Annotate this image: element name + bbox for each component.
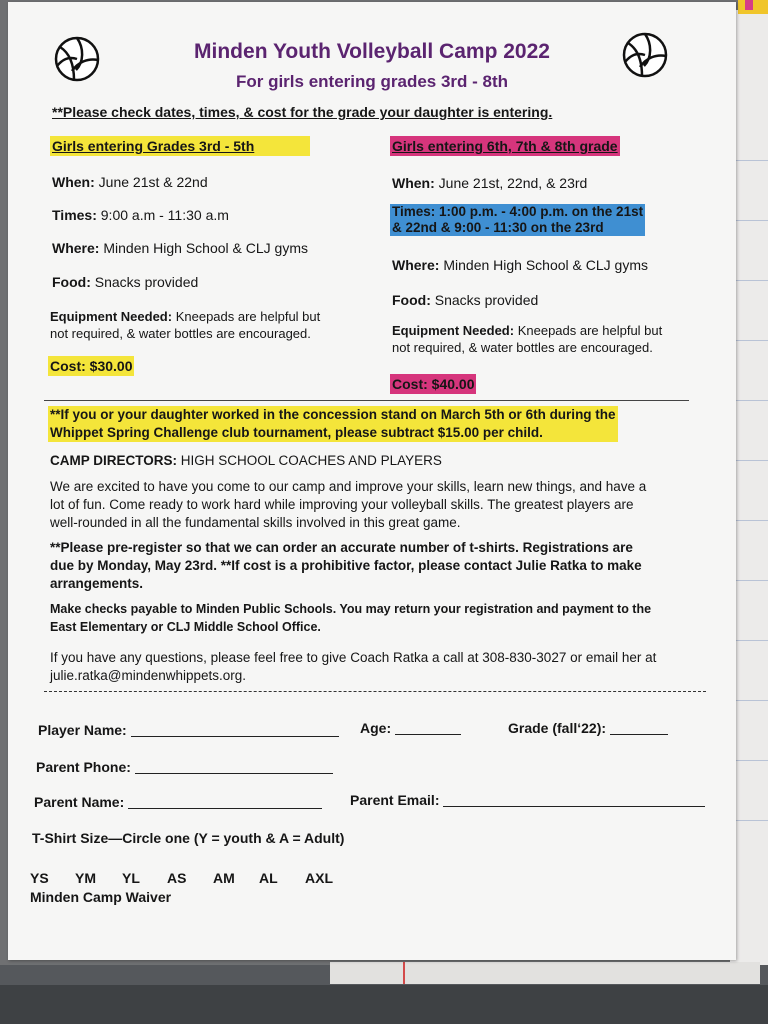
intro-line1: We are excited to have you come to our camp and improve your skills, learn new things, and have a (50, 479, 647, 494)
preregister-line2: due by Monday, May 23rd. **If cost is a prohibitive factor, please contact Julie Ratka to make (50, 558, 642, 573)
right-column-heading: Girls entering 6th, 7th & 8th grade (392, 138, 618, 154)
section-divider (44, 400, 689, 401)
preregister-paragraph (50, 539, 690, 593)
checks-line2: East Elementary or CLJ Middle School Office. (50, 620, 321, 634)
player-name-field[interactable] (131, 722, 339, 737)
size-yl[interactable]: YL (122, 870, 140, 886)
size-as[interactable]: AS (167, 870, 187, 886)
parent-email-field[interactable] (443, 792, 705, 807)
preregister-line1: **Please pre-register so that we can order an accurate number of t-shirts. Registrations are (50, 540, 633, 555)
right-equipment-line1 (392, 323, 662, 338)
left-where-label: Where: (52, 240, 100, 256)
camp-directors (50, 453, 442, 468)
right-food-label: Food: (392, 292, 431, 308)
background-yellow-paper (738, 0, 768, 14)
left-equipment-value: Kneepads are helpful but (175, 309, 321, 324)
left-food-value: Snacks provided (94, 274, 199, 290)
right-equipment-line2: not required, & water bottles are encouraged. (392, 340, 653, 355)
right-times (390, 204, 645, 236)
waiver-heading: Minden Camp Waiver (30, 889, 172, 905)
checks-paragraph (50, 600, 690, 636)
flyer-page (8, 2, 736, 960)
parent-name-label: Parent Name: (34, 794, 125, 810)
parent-name-row (34, 794, 322, 810)
intro-line3: well-rounded in all the fundamental skills involved in this great game. (50, 515, 461, 530)
left-equipment-line2: not required, & water bottles are encouraged. (50, 326, 311, 341)
parent-email-row (350, 792, 705, 808)
concession-line1: **If you or your daughter worked in the concession stand on March 5th or 6th during the (50, 407, 616, 422)
background-pink-paper (745, 0, 753, 10)
left-cost: Cost: $30.00 (50, 358, 133, 374)
parent-phone-row (36, 759, 333, 775)
player-name-row (38, 722, 339, 738)
left-where (52, 240, 308, 256)
contact-line2: julie.ratka@mindenwhippets.org. (50, 668, 247, 683)
right-when-value: June 21st, 22nd, & 23rd (438, 175, 588, 191)
right-cost: Cost: $40.00 (392, 376, 475, 392)
left-when-label: When: (52, 174, 95, 190)
intro-line2: lot of fun. Come ready to work hard while improving your volleyball skills. The greatest players are (50, 497, 634, 512)
page-title: Minden Youth Volleyball Camp 2022 (194, 40, 550, 63)
background-paper-strip (330, 962, 760, 984)
grade-field[interactable] (610, 720, 668, 735)
right-where (392, 257, 648, 273)
contact-line1: If you have any questions, please feel free to give Coach Ratka a call at 308-830-3027 or email her at (50, 650, 657, 665)
camp-directors-label: CAMP DIRECTORS: (50, 453, 178, 468)
right-food (392, 292, 538, 308)
left-when-value: June 21st & 22nd (98, 174, 208, 190)
check-dates-notice: **Please check dates, times, & cost for the grade your daughter is entering. (52, 104, 553, 120)
parent-email-label: Parent Email: (350, 792, 440, 808)
right-where-value: Minden High School & CLJ gyms (443, 257, 648, 273)
camp-directors-value: HIGH SCHOOL COACHES AND PLAYERS (180, 453, 442, 468)
age-row (360, 720, 461, 736)
player-name-label: Player Name: (38, 722, 127, 738)
preregister-line3: arrangements. (50, 576, 144, 591)
parent-name-field[interactable] (128, 794, 322, 809)
right-when-label: When: (392, 175, 435, 191)
parent-phone-field[interactable] (135, 759, 333, 774)
desk-edge (0, 985, 768, 1024)
checks-line1: Make checks payable to Minden Public Schools. You may return your registration and payment to the (50, 602, 652, 616)
intro-paragraph (50, 478, 690, 532)
right-when (392, 175, 587, 191)
age-field[interactable] (395, 720, 461, 735)
size-al[interactable]: AL (259, 870, 278, 886)
left-food (52, 274, 198, 290)
left-times-label: Times: (52, 207, 97, 223)
size-am[interactable]: AM (213, 870, 235, 886)
left-column-heading: Girls entering Grades 3rd - 5th (50, 136, 310, 156)
page-subtitle: For girls entering grades 3rd - 8th (235, 72, 509, 91)
grade-row (508, 720, 668, 736)
size-ym[interactable]: YM (75, 870, 96, 886)
concession-notice (48, 406, 618, 442)
parent-phone-label: Parent Phone: (36, 759, 131, 775)
left-equipment-line1 (50, 309, 320, 324)
right-times-line2: & 22nd & 9:00 - 11:30 on the 23rd (392, 220, 604, 235)
age-label: Age: (360, 720, 392, 736)
left-food-label: Food: (52, 274, 91, 290)
contact-paragraph (50, 649, 690, 685)
left-times-value: 9:00 a.m - 11:30 a.m (100, 207, 229, 223)
right-food-value: Snacks provided (434, 292, 539, 308)
tshirt-size-label: T-Shirt Size—Circle one (Y = youth & A = Adult) (32, 830, 345, 846)
left-times (52, 207, 229, 223)
tear-line (44, 691, 706, 692)
grade-label: Grade (fall‘22): (508, 720, 607, 736)
right-where-label: Where: (392, 257, 440, 273)
right-times-line1: Times: 1:00 p.m. - 4:00 p.m. on the 21st (392, 204, 644, 219)
right-equipment-value: Kneepads are helpful but (517, 323, 663, 338)
size-ys[interactable]: YS (30, 870, 49, 886)
left-where-value: Minden High School & CLJ gyms (103, 240, 308, 256)
left-equipment-label: Equipment Needed: (50, 309, 173, 324)
concession-line2: Whippet Spring Challenge club tournament, please subtract $15.00 per child. (50, 425, 543, 440)
size-axl[interactable]: AXL (305, 870, 333, 886)
left-when (52, 174, 208, 190)
right-equipment-label: Equipment Needed: (392, 323, 515, 338)
